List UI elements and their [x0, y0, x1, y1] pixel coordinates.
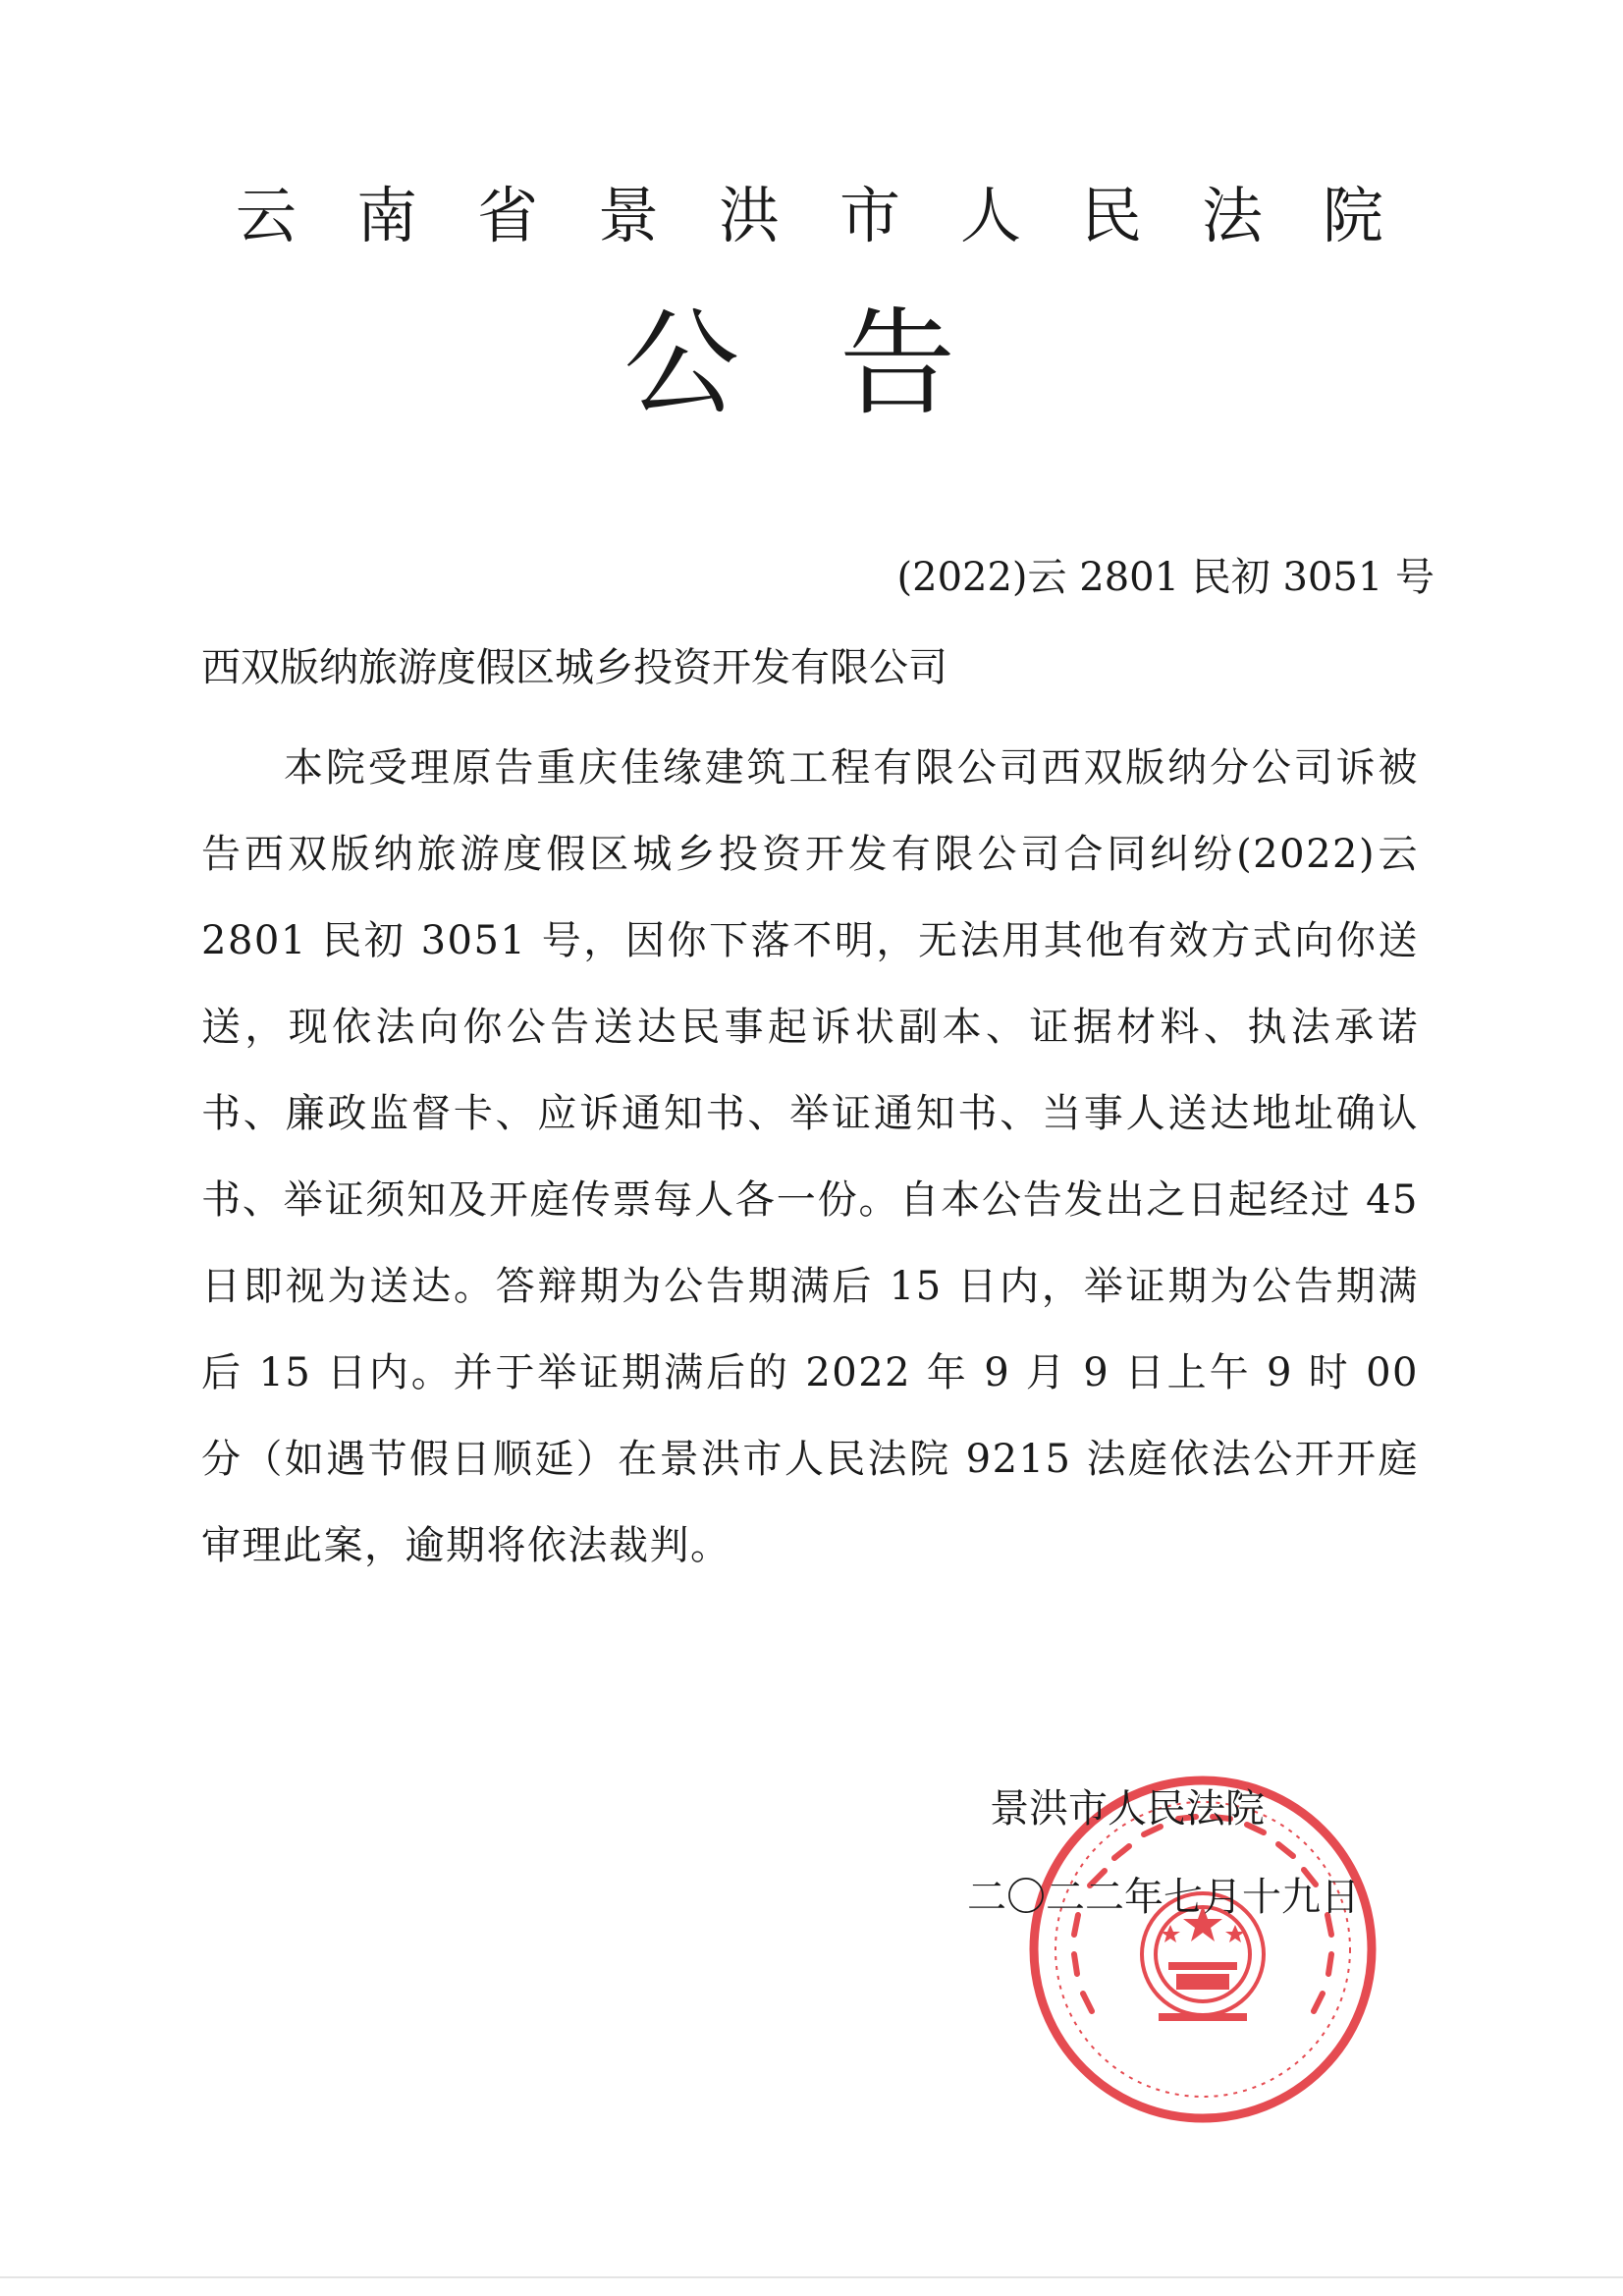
- case-number: (2022)云 2801 民初 3051 号: [896, 555, 1434, 600]
- court-title: 云南省景洪市人民法院: [236, 180, 1444, 251]
- addressee: 西双版纳旅游度假区城乡投资开发有限公司: [201, 645, 947, 690]
- notice-body: 本院受理原告重庆佳缘建筑工程有限公司西双版纳分公司诉被告西双版纳旅游度假区城乡投资开发有限公司合同纠纷(2022)云 2801 民初 3051 号，因你下落不明，无法用其他有效方式向你送送，现依法向你公告送达民事起诉状副本、证据材料、执法承诺书、廉政监督卡、应诉通知书、举证通知书、当事人送达地址确认书、举证须知及开庭传票每人各一份。自本公告发出之日起经过 45 日即视为送达。答辩期为公告期满后 15 日内，举证期为公告期满后 15 日内。并于举证期满后的 2022 年 9 月 9 日上午 9 时 00 分（如遇节假日顺延）在景洪市人民法院 9215 法庭依法公开开庭审理此案，逾期将依法裁判。: [201, 745, 1419, 1568]
- notice-title: 公告: [623, 296, 1056, 431]
- sign-date: 二〇二二年七月十九日: [967, 1875, 1360, 1920]
- signature: 景洪市人民法院: [990, 1786, 1265, 1831]
- page-edge-divider: [0, 2276, 1623, 2278]
